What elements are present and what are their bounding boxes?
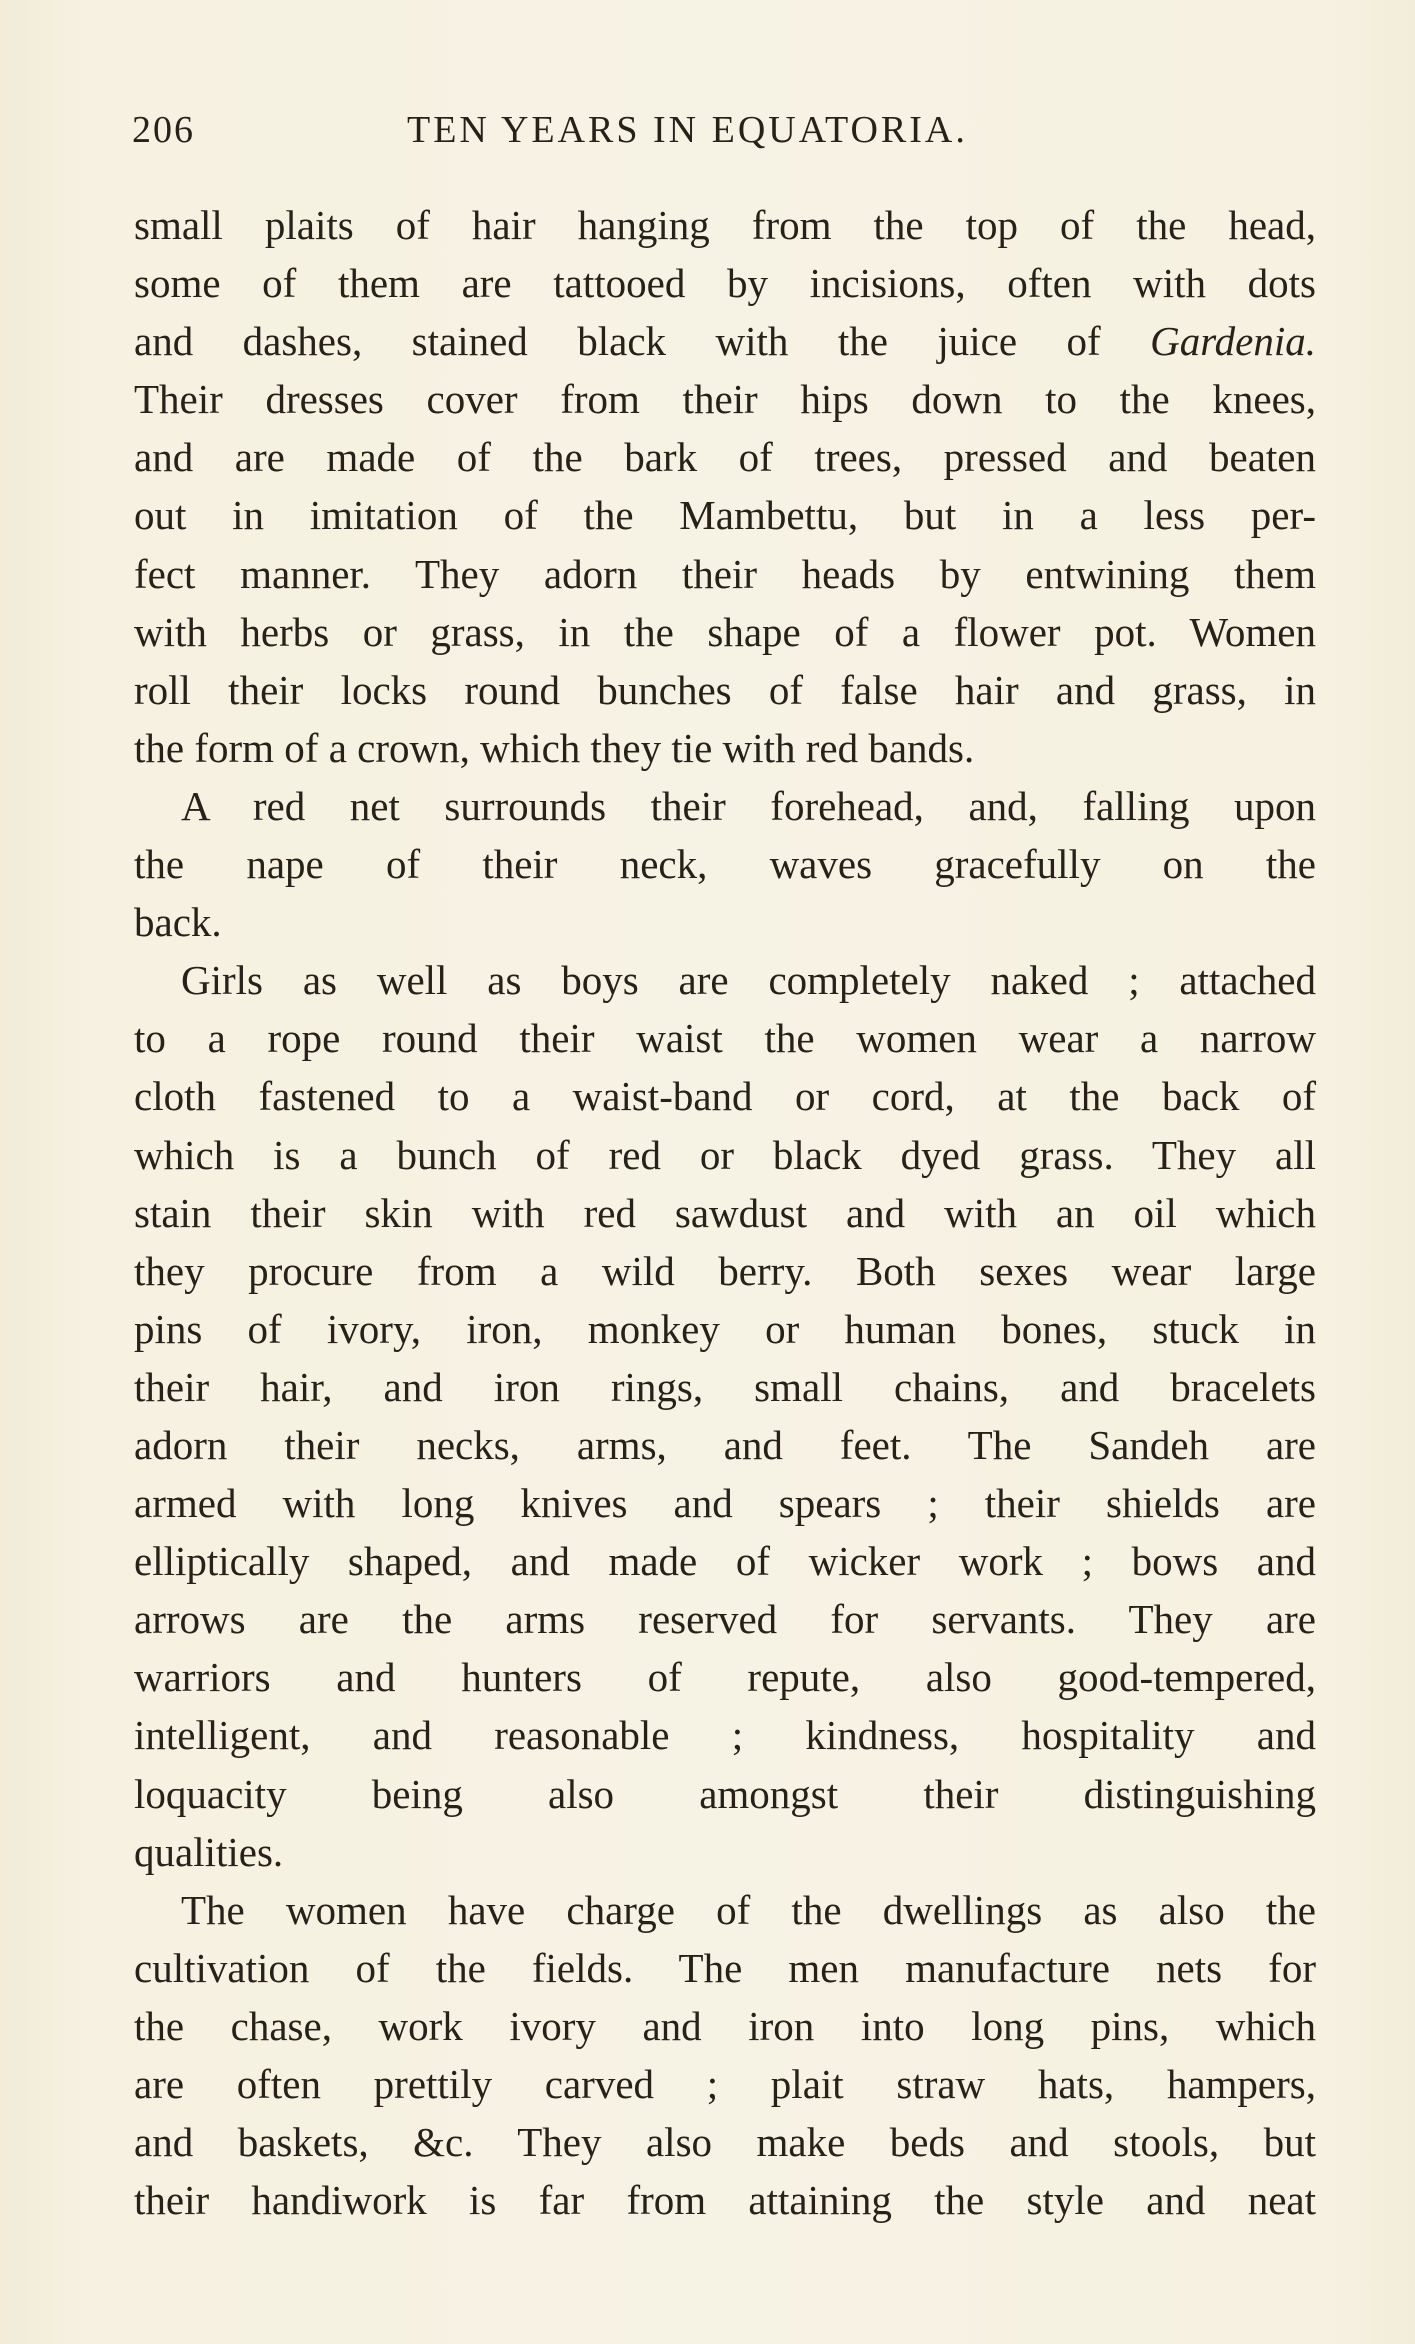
italic-word: Gardenia. xyxy=(1150,318,1316,365)
text-line: and dashes, stained black with the juice of Gardenia. xyxy=(134,318,1316,365)
text-line: cloth fastened to a waist-band or cord, at the back of xyxy=(134,1073,1316,1120)
text-line: their hair, and iron rings, small chains, and bracelets xyxy=(134,1363,1316,1410)
text-line: fect manner. They adorn their heads by entwining them xyxy=(134,550,1316,597)
text-line: The women have charge of the dwellings as also the xyxy=(181,1886,1316,1933)
text-line: pins of ivory, iron, monkey or human bones, stuck in xyxy=(134,1305,1316,1352)
text-line: with herbs or grass, in the shape of a flower pot. Women xyxy=(134,608,1316,655)
text-line: their handiwork is far from attaining the style and neat xyxy=(134,2177,1316,2224)
text-line: the form of a crown, which they tie with red bands. xyxy=(134,724,975,771)
text-line: small plaits of hair hanging from the top of the head, xyxy=(134,202,1316,248)
text-line: some of them are tattooed by incisions, often with dots xyxy=(134,260,1316,307)
text-line: elliptically shaped, and made of wicker work ; bows and xyxy=(134,1538,1316,1585)
text-line: back. xyxy=(134,899,222,946)
text-line: stain their skin with red sawdust and with an oil which xyxy=(134,1189,1316,1236)
text-line: are often prettily carved ; plait straw hats, hampers, xyxy=(134,2061,1316,2107)
text-line: adorn their necks, arms, and feet. The Sandeh are xyxy=(134,1421,1316,1468)
text-line: they procure from a wild berry. Both sexes wear large xyxy=(134,1247,1316,1294)
text-line: loquacity being also amongst their distinguishing xyxy=(134,1770,1316,1817)
text-line: cultivation of the fields. The men manufacture nets for xyxy=(134,1944,1316,1991)
running-title: TEN YEARS IN EQUATORIA. xyxy=(407,109,968,151)
text-line: armed with long knives and spears ; their shields are xyxy=(134,1480,1316,1527)
text-line: roll their locks round bunches of false hair and grass, in xyxy=(134,666,1316,713)
text-line: Their dresses cover from their hips down to the knees, xyxy=(134,376,1316,423)
text-line: A red net surrounds their forehead, and, falling upon xyxy=(181,782,1316,829)
text-line: and are made of the bark of trees, pressed and beaten xyxy=(134,434,1316,481)
text-line: and baskets, &c. They also make beds and stools, but xyxy=(134,2119,1316,2166)
text-line: Girls as well as boys are completely naked ; attached xyxy=(181,957,1316,1004)
body-text xyxy=(134,196,1316,2229)
text-line: intelligent, and reasonable ; kindness, hospitality and xyxy=(134,1712,1316,1759)
text-line: arrows are the arms reserved for servants. They are xyxy=(134,1596,1316,1643)
text-line: qualities. xyxy=(134,1828,284,1875)
page-header xyxy=(132,108,1314,160)
text-line: the nape of their neck, waves gracefully on the xyxy=(134,841,1316,888)
page-number: 206 xyxy=(132,109,195,151)
text-line: to a rope round their waist the women wear a narrow xyxy=(134,1015,1316,1062)
text-line: out in imitation of the Mambettu, but in a less per- xyxy=(134,492,1316,539)
text-line: the chase, work ivory and iron into long pins, which xyxy=(134,2002,1316,2049)
text-line: warriors and hunters of repute, also good-tempered, xyxy=(134,1654,1316,1701)
text-line: which is a bunch of red or black dyed grass. They all xyxy=(134,1131,1316,1178)
